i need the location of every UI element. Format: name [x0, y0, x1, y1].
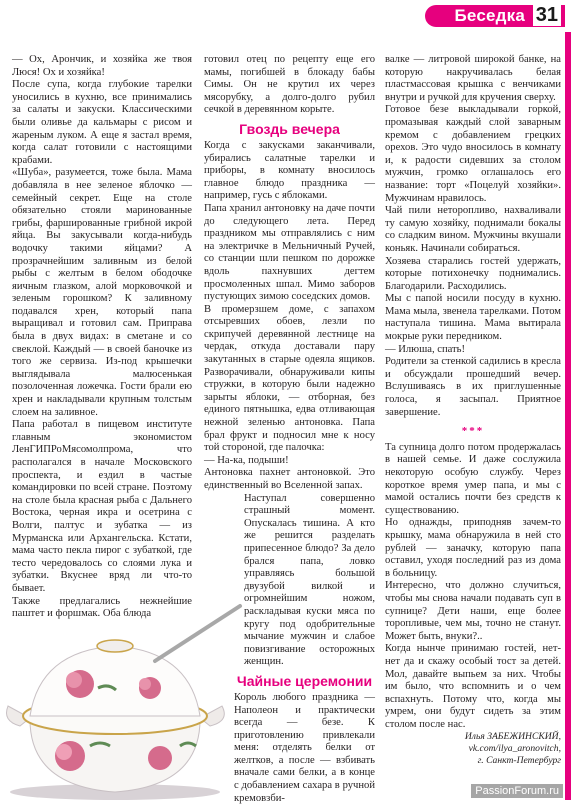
paragraph: Но однажды, приподняв зачем-то крышку, мама обнаружила в ней сто рублей — заначку, которую папа оставил, уходя последний раз из дома в больницу. [385, 517, 561, 579]
author-city: г. Санкт-Петербург [477, 754, 561, 766]
watermark: PassionForum.ru [471, 784, 563, 798]
paragraph: После супа, когда глубокие тарелки уносились в кухню, все принимались за салаты и закуски. Классическими были оливье да кальмары с рисом и жареным луком. А еще я застал время, когда салат готовили с настоящими крабами. [12, 79, 192, 166]
paragraph: Та супница долго потом продержалась в нашей семье. И даже сослужила некоторую особую службу. Через короткое время умер папа, и мы с мамой остались почти без средств к существованию. [385, 441, 561, 516]
paragraph: Когда нынче принимаю гостей, нет-нет да и скажу особый тост за детей. Мол, давайте выпьем за них. Чтобы им было, что вспомнить и о чем вспахнуть. Потому что, когда мы умрем, они будут сидеть за этим столом после нас. [385, 643, 561, 730]
column-1 [12, 54, 192, 621]
section-heading: Гвоздь вечера [239, 120, 340, 137]
tureen-knob [97, 640, 133, 652]
author-link[interactable]: vk.com/ilya_aronovitch, [468, 743, 561, 755]
page-header [421, 0, 571, 32]
paragraph: «Шуба», разумеется, тоже была. Мама добавляла в нее зеленое яблочко — семейный секрет. Еще на столе обязательно стояли маринованные грибы, фаршированные грибной икрой яйца. Вы закусывали когда-нибудь водочку такими яйцами? А прозрачнейшим заливным из белой рыбы с желтым в белом ободочке яичным глазком, алой морковочкой и зеленым горошком? К заливному подавался хрен, который папа выращивал и готовил сам. Приправа была в двух видах: в сметане и со свеклой. Каждый — в своей баночке из того же сервиза. Из-под крышечки выглядывала малюсенькая позолоченная ложечка. Гости брали ею хрен и накладывали крупным толстым слоем на заливное. [12, 167, 192, 418]
paragraph: Король любого праздника — Наполеон и практически всегда — безе. К приготовлению привлекали меня: отделять белки от желтков, а после — взбивать вначале сами белки, а в конце с добавлением сахара в ручной кремовзби- [234, 691, 375, 804]
author-name: Илья ЗАБЕЖИНСКИЙ, [464, 731, 561, 743]
paragraph: В промерзшем доме, с запахом отсыревших обоев, лезли по скрипучей деревянной лестнице на чердак, откуда доставали пару закутанных в старые одеяла ящиков. Разворачивали, обнаруживали кипы стружки, в которую были надежно зарыты яблоки, — отборная, без единого пятнышка, едва отливающая нежной зеленью антоновка. Папа брал фрукт и подносил мне к носу той стороной, где палочка: [204, 303, 375, 454]
paragraph: готовил отец по рецепту еще его мамы, погибшей в блокаду бабы Симы. Он не крутил их через мясорубку, а долго-долго рубил сечкой в деревянном корыте. [204, 54, 375, 116]
paragraph: Чай пили неторопливо, нахваливали ту самую хозяйку, поднимали бокалы со сладким вином. Мужчины вкушали коньяк. Начинали собираться. [385, 205, 561, 254]
paragraph: Готовое безе выкладывали горкой, промазывая каждый слой заварным кремом с добавлением грецких орехов. Это чудо вносилось в комнату и, к радости сидевших за столом мужчин, громко оглашалось его название: торт «Поцелуй хозяйки». Мужчинам нравилось. [385, 104, 561, 204]
section-title: Беседка [454, 6, 525, 25]
ladle-handle [155, 606, 240, 661]
section-heading: Чайные церемонии [236, 672, 373, 689]
paragraph: Родители за стенкой садились в кресла и обсуждали прошедший вечер. Вслушиваясь в их приглушенные голоса, я засыпал. Приятное завершение. [385, 356, 561, 418]
paragraph: — На-ка, подыши! [204, 454, 289, 466]
paragraph: Также предлагались нежнейшие паштет и форшмак. Оба блюда [12, 595, 192, 620]
magenta-side-bar [565, 32, 571, 800]
paragraph: Интересно, что должно случиться, чтобы мы снова начали подавать суп в супнице? Дети наши, еще более торопливые, чем мы, точно не станут. Может быть, внуки?.. [385, 580, 561, 642]
paragraph: Когда с закусками заканчивали, убирались салатные тарелки и приборы, в комнату вносилось главное блюдо праздника — например, гусь с яблоками. [204, 139, 375, 202]
soup-tureen-image [0, 596, 250, 800]
paragraph: Хозяева старались гостей удержать, которые потихонечку поднимались. Благодарили. Расходились. [385, 255, 561, 292]
section-divider: *** [461, 425, 485, 438]
paragraph: Папа работал в пищевом институте главным экономистом ЛенГИПРоМясомолпрома, что располагался в начале Московского проспекта, и ездил в частые командировки по всей стране. Поэтому на столе была красная рыба с Дальнего Востока, черная икра и осетрина с Волги, палтус и зубатка — из Мурманска или Архангельска. Кстати, мама часто пекла пирог с зубаткой, где тесто чередовалось со слоями лука и зубатки. Вкуснее вряд ли что-то бывает. [12, 419, 192, 594]
tureen-lid [30, 646, 200, 716]
paragraph: Папа хранил антоновку на даче почти до следующего лета. Перед праздником мы отправлялись с ним на электричке в Мельничный Ручей, со станции шли пешком по дорожке вдоль пахнувших дегтем просмоленных шпал. Мимо заборов пустующих зимою соседских домов. [204, 202, 375, 303]
paragraph: Антоновка пахнет антоновкой. Это единственный во Вселенной запах. [204, 467, 375, 491]
paragraph: Мы с папой носили посуду в кухню. Мама мыла, звенела тарелками. Потом наступала тишина. Мама вытирала мокрые руки передником. [385, 293, 561, 343]
column-3 [385, 54, 561, 766]
paragraph: валке — литровой широкой банке, на которую накручивалась белая пластмассовая крышка с венчиками внутри и ручкой для кручения сверху. [385, 54, 561, 103]
page-number: 31 [533, 4, 561, 26]
paragraph: — Ох, Арончик, и хозяйка же твоя Люся! Ох и хозяйка! [12, 54, 192, 78]
paragraph: Наступал совершенно страшный момент. Опускалась тишина. А кто же решится разделать припесенное блюдо? За дело брался папа, ловко управляясь большой двузубой вилкой и огромнейшим ножом, раскладывая куски мяса по кругу под одобрительные мычание мужчин и слабое повизгивание осторожных женщин. [244, 492, 375, 668]
paragraph: — Илюша, спать! [385, 343, 466, 355]
